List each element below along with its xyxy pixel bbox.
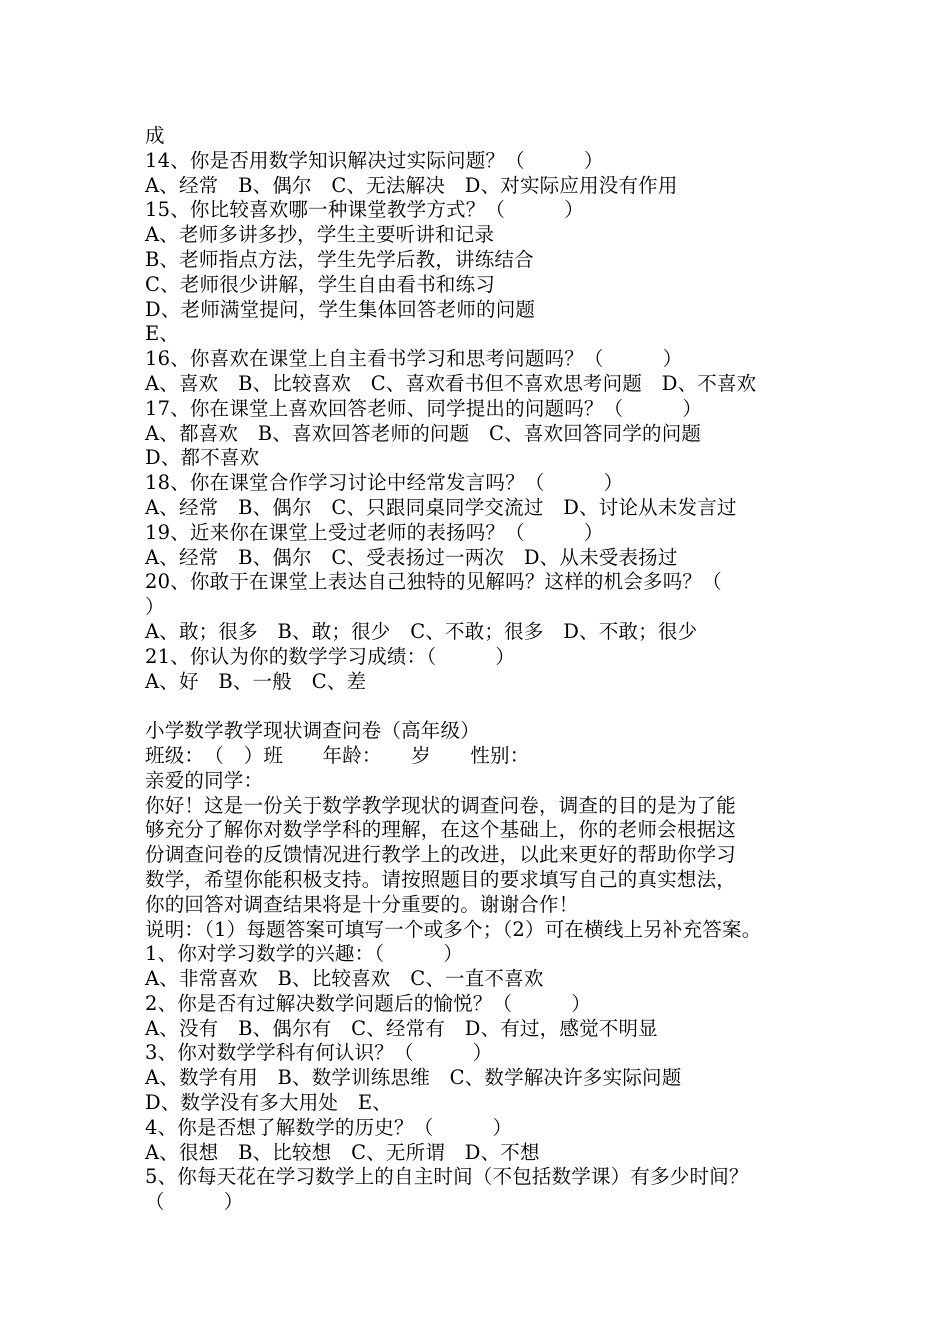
survey-title: 小学数学教学现状调查问卷（高年级）: [145, 719, 480, 743]
option-15-c: C、老师很少讲解，学生自由看书和练习: [145, 272, 496, 296]
question-21: 21、你认为你的数学学习成绩：（ ）: [145, 644, 516, 668]
question-17: 17、你在课堂上喜欢回答老师、同学提出的问题吗？（ ）: [145, 396, 703, 420]
section-spacer: [145, 694, 815, 719]
intro-line: 份调查问卷的反馈情况进行教学上的改进，以此来更好的帮助你学习: [145, 843, 737, 867]
question-5-cont: （ ）: [145, 1190, 244, 1214]
question-16: 16、你喜欢在课堂上自主看书学习和思考问题吗？（ ）: [145, 347, 683, 371]
option-15-e: E、: [145, 322, 180, 346]
question-18: 18、你在课堂合作学习讨论中经常发言吗？（ ）: [145, 471, 624, 495]
question-15: 15、你比较喜欢哪一种课堂教学方式？（ ）: [145, 198, 584, 222]
options-3: A、数学有用 B、数学训练思维 C、数学解决许多实际问题: [145, 1066, 682, 1090]
options-3-cont: D、数学没有多大用处 E、: [145, 1091, 392, 1115]
options-18: A、经常 B、偶尔 C、只跟同桌同学交流过 D、讨论从未发言过: [145, 495, 737, 519]
intro-line: 你的回答对调查结果将是十分重要的。谢谢合作！: [145, 892, 579, 916]
question-20: 20、你敢于在课堂上表达自己独特的见解吗？这样的机会多吗？（: [145, 570, 722, 594]
options-17-d: D、都不喜欢: [145, 446, 260, 470]
question-4: 4、你是否想了解数学的历史？（ ）: [145, 1115, 513, 1139]
question-1: 1、你对学习数学的兴趣：（ ）: [145, 942, 464, 966]
question-20-cont: ）: [145, 595, 165, 619]
options-4: A、很想 B、比较想 C、无所谓 D、不想: [145, 1140, 540, 1164]
options-14: A、经常 B、偶尔 C、无法解决 D、对实际应用没有作用: [145, 173, 678, 197]
intro-line: 数学，希望你能积极支持。请按照题目的要求填写自己的真实想法，: [145, 867, 737, 891]
options-21: A、好 B、一般 C、差: [145, 669, 367, 693]
question-5: 5、你每天花在学习数学上的自主时间（不包括数学课）有多少时间？: [145, 1165, 749, 1189]
greeting: 亲爱的同学：: [145, 768, 264, 792]
options-16: A、喜欢 B、比较喜欢 C、喜欢看书但不喜欢思考问题 D、不喜欢: [145, 371, 757, 395]
option-15-d: D、老师满堂提问，学生集体回答老师的问题: [145, 297, 536, 321]
text-line: 成: [145, 124, 165, 147]
options-1: A、非常喜欢 B、比较喜欢 C、一直不喜欢: [145, 967, 544, 991]
options-19: A、经常 B、偶尔 C、受表扬过一两次 D、从未受表扬过: [145, 545, 678, 569]
option-15-b: B、老师指点方法，学生先学后教，讲练结合: [145, 247, 534, 271]
question-3: 3、你对数学学科有何认识？（ ）: [145, 1041, 493, 1065]
student-info-line: 班级： （ ）班 年龄： 岁 性别：: [145, 743, 530, 767]
question-19: 19、近来你在课堂上受过老师的表扬吗？（ ）: [145, 520, 604, 544]
document-body: [145, 124, 815, 1215]
intro-line: 够充分了解你对数学学科的理解，在这个基础上，你的老师会根据这: [145, 818, 737, 842]
intro-line: 你好！这是一份关于数学教学现状的调查问卷，调查的目的是为了能: [145, 793, 737, 817]
instructions: 说明：（1）每题答案可填写一个或多个；（2）可在横线上另补充答案。: [145, 917, 762, 941]
options-17: A、都喜欢 B、喜欢回答老师的问题 C、喜欢回答同学的问题: [145, 421, 702, 445]
options-20: A、敢；很多 B、敢；很少 C、不敢；很多 D、不敢；很少: [145, 619, 698, 643]
option-15-a: A、老师多讲多抄，学生主要听讲和记录: [145, 223, 495, 247]
question-2: 2、你是否有过解决数学问题后的愉悦？（ ）: [145, 991, 592, 1015]
options-2: A、没有 B、偶尔有 C、经常有 D、有过，感觉不明显: [145, 1016, 658, 1040]
question-14: 14、你是否用数学知识解决过实际问题？（ ）: [145, 148, 604, 172]
